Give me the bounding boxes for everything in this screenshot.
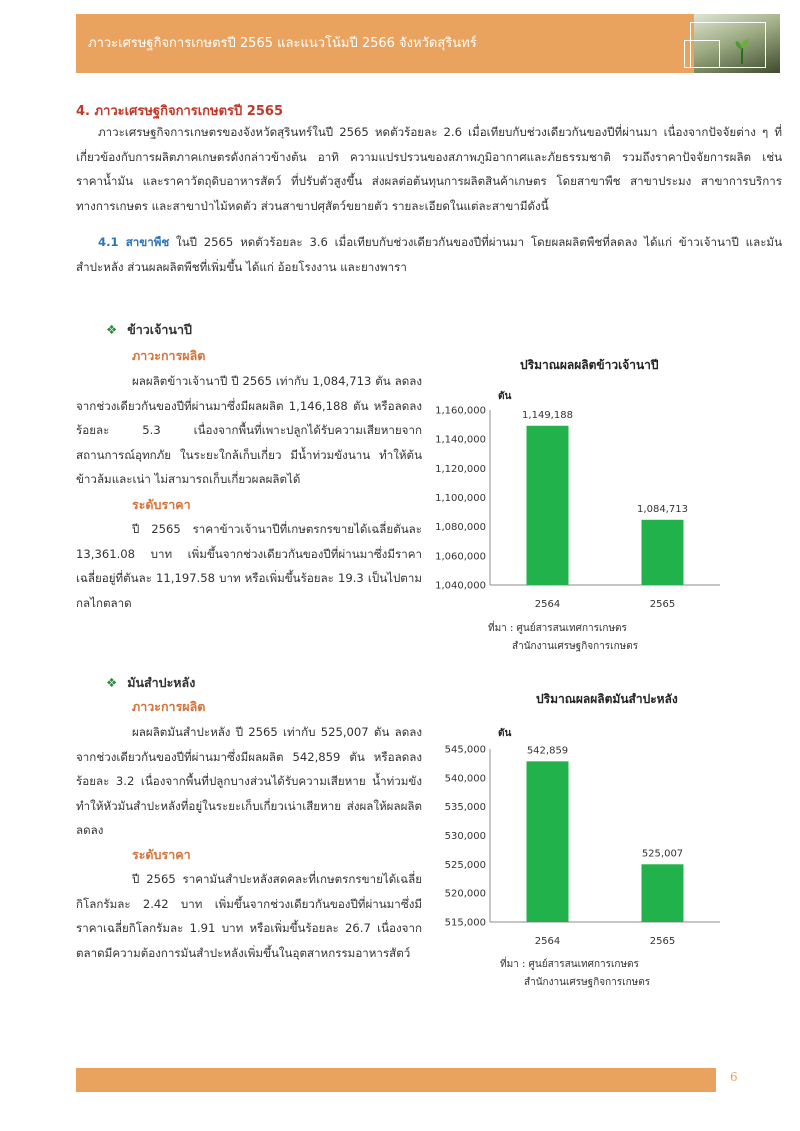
cassava-chart-title: ปริมาณผลผลิตมันสำปะหลัง — [536, 692, 678, 706]
y-tick-label: 1,160,000 — [435, 405, 486, 417]
x-tick-label: 2565 — [649, 936, 676, 947]
y-tick-label: 520,000 — [444, 888, 486, 900]
rice-production-text — [76, 369, 422, 492]
page-number: 6 — [730, 1070, 738, 1084]
page-header — [76, 14, 780, 73]
cassava-production-text — [76, 720, 422, 843]
y-tick-label: 1,060,000 — [435, 551, 486, 563]
intro-text: ภาวะเศรษฐกิจการเกษตรของจังหวัดสุรินทร์ในปี 2565 หดตัวร้อยละ 2.6 เมื่อเทียบกับช่วงเดียวกันของปีที่ผ่านมา เนื่องจากปัจจัยต่าง ๆ ที่เกี่ยวข้องกับการผลิตภาคเกษตรดังกล่าวข้างต้น อาทิ ความแปรปรวนของสภาพภูมิอากาศและภัยธรรมชาติ รวมถึงราคาปัจจัยการผลิต เช่น ราคาน้ำมัน และราคาวัตถุดิบอาหารสัตว์ ที่ปรับตัวสูงขึ้น ส่งผลต่อต้นทุนการผลิตสินค้าเกษตร โดยสาขาพืช สาขาประมง สาขาการบริการทางการเกษตร และสาขาป่าไม้หดตัว ส่วนสาขาปศุสัตว์ขยายตัว รายละเอียดในแต่ละสาขามีดังนี้ — [76, 125, 782, 213]
data-label-2565: 1,084,713 — [637, 503, 688, 515]
y-tick-label: 535,000 — [444, 802, 486, 814]
crop-text: ในปี 2565 หดตัวร้อยละ 3.6 เมื่อเทียบกับช่วงเดียวกันของปีที่ผ่านมา โดยผลผลิตพืชที่ลดลง ได้แก่ ข้าวเจ้านาปี และมันสำปะหลัง ส่วนผลผลิตพืชที่เพิ่มขึ้น ได้แก่ อ้อยโรงงาน และยางพารา — [76, 235, 782, 274]
diamond-bullet-icon: ❖ — [106, 322, 118, 337]
rice-production-chart — [420, 380, 740, 620]
y-tick-label: 515,000 — [444, 917, 486, 929]
bar-2564 — [527, 426, 569, 585]
data-label-2565: 525,007 — [641, 848, 684, 860]
rice-production-heading: ภาวะการผลิต — [132, 348, 206, 363]
rice-price-text — [76, 517, 422, 615]
y-axis-unit-label: ตัน — [498, 728, 512, 739]
cassava-price-body: ปี 2565 ราคามันสำปะหลังสดคละที่เกษตรกรขายได้เฉลี่ยกิโลกรัมละ 2.42 บาท เพิ่มขึ้นจากช่วงเดียวกันของปีที่ผ่านมาซึ่งมีราคาเฉลี่ยกิโลกรัมละ 1.91 บาท หรือเพิ่มขึ้นร้อยละ 26.7 เนื่องจากตลาดมีความต้องการมันสำปะหลังเพิ่มขึ้นในอุตสาหกรรมอาหารสัตว์ — [76, 872, 422, 960]
rice-bullet — [106, 320, 192, 340]
rice-price-body: ปี 2565 ราคาข้าวเจ้านาปีที่เกษตรกรขายได้เฉลี่ยตันละ 13,361.08 บาท เพิ่มขึ้นจากช่วงเดียวกันของปีที่ผ่านมาซึ่งมีราคาเฉลี่ยอยู่ที่ตันละ 11,197.58 บาท หรือเพิ่มขึ้นร้อยละ 19.3 เป็นไปตามกลไกตลาด — [76, 522, 422, 610]
rice-production-body: ผลผลิตข้าวเจ้านาปี ปี 2565 เท่ากับ 1,084,713 ตัน ลดลงจากช่วงเดียวกันของปีที่ผ่านมาซึ่งมีผลผลิต 1,146,188 ตัน หรือลดลงร้อยละ 5.3 เนื่องจากพื้นที่เพาะปลูกได้รับความเสียหายจากสถานการณ์อุทกภัย ในระยะใกล้เก็บเกี่ยว มีน้ำท่วมขังนาน ทำให้ต้นข้าวล้มและเน่า ไม่สามารถเก็บเกี่ยวผลผลิตได้ — [76, 374, 422, 486]
rice-name: ข้าวเจ้านาปี — [127, 322, 192, 337]
rice-source-line1: ที่มา : ศูนย์สารสนเทศการเกษตร — [488, 623, 627, 634]
crop-paragraph — [76, 230, 782, 279]
cassava-source-line1: ที่มา : ศูนย์สารสนเทศการเกษตร — [500, 959, 639, 970]
y-tick-label: 1,120,000 — [435, 463, 486, 475]
cassava-production-chart — [420, 720, 740, 956]
x-tick-label: 2564 — [534, 936, 561, 947]
y-tick-label: 1,040,000 — [435, 580, 486, 592]
y-tick-label: 1,080,000 — [435, 522, 486, 534]
cassava-source-line2: สำนักงานเศรษฐกิจการเกษตร — [524, 977, 651, 988]
y-tick-label: 540,000 — [444, 773, 486, 785]
page-footer-bar — [76, 1068, 716, 1092]
section-heading: 4. ภาวะเศรษฐกิจการเกษตรปี 2565 — [76, 104, 283, 119]
bar-2564 — [527, 761, 569, 922]
section-intro — [76, 120, 782, 218]
data-label-2564: 542,859 — [526, 745, 569, 757]
y-tick-label: 1,140,000 — [435, 434, 486, 446]
rice-source-line2: สำนักงานเศรษฐกิจการเกษตร — [512, 641, 639, 652]
y-tick-label: 545,000 — [444, 744, 486, 756]
rice-chart-source — [488, 620, 638, 656]
rice-price-heading: ระดับราคา — [132, 497, 191, 512]
bar-2565 — [642, 520, 684, 585]
cassava-bullet — [106, 673, 195, 693]
cassava-name: มันสำปะหลัง — [127, 675, 196, 690]
cassava-chart-source — [500, 956, 650, 992]
x-tick-label: 2564 — [534, 599, 561, 610]
cassava-price-heading: ระดับราคา — [132, 847, 191, 862]
crop-label: 4.1 สาขาพืช — [98, 235, 170, 249]
header-frame-decoration-small — [684, 40, 720, 68]
header-title: ภาวะเศรษฐกิจการเกษตรปี 2565 และแนวโน้มปี 2566 จังหวัดสุรินทร์ — [88, 36, 477, 51]
y-tick-label: 525,000 — [444, 859, 486, 871]
cassava-production-heading: ภาวะการผลิต — [132, 699, 206, 714]
x-tick-label: 2565 — [649, 599, 676, 610]
rice-chart-title: ปริมาณผลผลิตข้าวเจ้านาปี — [520, 358, 659, 372]
cassava-production-body: ผลผลิตมันสำปะหลัง ปี 2565 เท่ากับ 525,007 ตัน ลดลงจากช่วงเดียวกันของปีที่ผ่านมาซึ่งมีผลผลิต 542,859 ตัน หรือลดลงร้อยละ 3.2 เนื่องจากพื้นที่ปลูกบางส่วนได้รับความเสียหาย น้ำท่วมขัง ทำให้หัวมันสำปะหลังที่อยู่ในระยะเก็บเกี่ยวเน่าเสียหาย ส่งผลให้ผลผลิตลดลง — [76, 725, 422, 837]
data-label-2564: 1,149,188 — [522, 409, 573, 421]
cassava-price-text — [76, 867, 422, 965]
bar-2565 — [642, 864, 684, 922]
diamond-bullet-icon: ❖ — [106, 675, 118, 690]
y-tick-label: 1,100,000 — [435, 493, 486, 504]
y-axis-unit-label: ตัน — [498, 391, 512, 402]
y-tick-label: 530,000 — [444, 831, 486, 842]
